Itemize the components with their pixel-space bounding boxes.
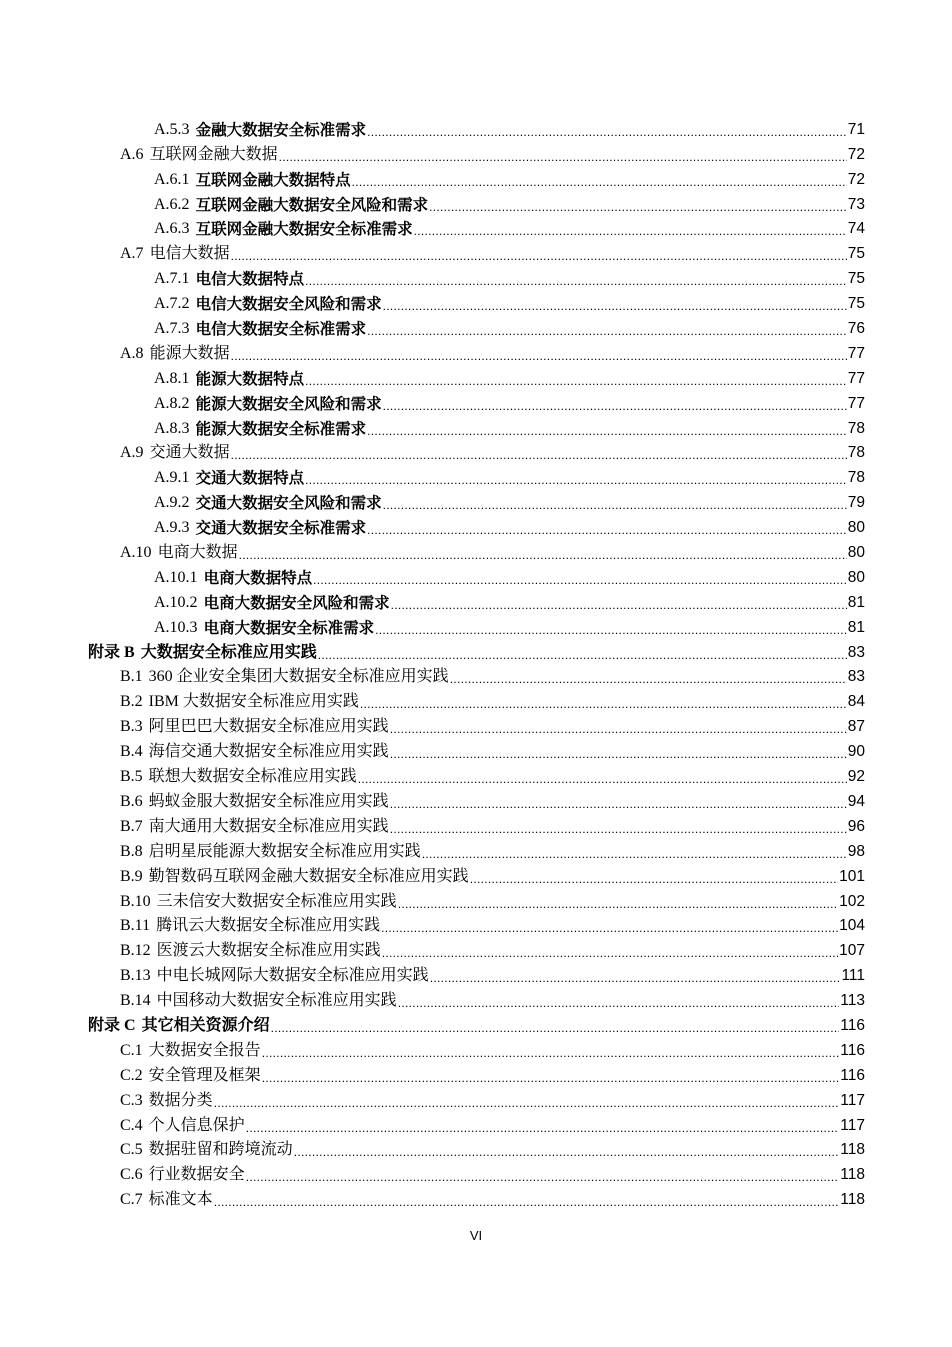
toc-entry-title: 腾讯云大数据安全标准应用实践 [156,917,381,935]
toc-entry[interactable] [0,1061,952,1086]
dot-leader [313,568,847,588]
dot-leader [390,742,847,762]
dot-leader [375,618,847,638]
toc-entry-page: 84 [847,693,865,711]
toc-entry-page: 77 [847,394,865,412]
toc-entry-page: 83 [847,643,865,661]
toc-entry[interactable] [0,389,952,414]
toc-entry-number: B.5 [120,768,143,786]
toc-entry[interactable] [0,787,952,812]
toc-entry-page: 71 [847,120,865,138]
toc-entry[interactable] [0,1160,952,1185]
dot-leader [398,892,838,912]
toc-entry-page: 83 [847,668,865,686]
toc-entry-page: 92 [847,768,865,786]
toc-entry[interactable] [0,638,952,663]
dot-leader [429,195,847,215]
toc-entry-page: 107 [839,942,865,960]
toc-entry-number: B.3 [120,718,143,736]
toc-entry-title: 勤智数码互联网金融大数据安全标准应用实践 [148,867,469,885]
toc-entry-page: 101 [839,867,865,885]
toc-entry-number: B.13 [120,967,151,985]
dot-leader [318,643,847,663]
toc-entry-number: A.8.1 [154,369,190,387]
toc-entry-title: 互联网金融大数据特点 [195,170,351,189]
toc-entry-title: 中电长城网际大数据安全标准应用实践 [156,967,429,985]
page-number: VI [469,1228,483,1243]
toc-entry[interactable] [0,961,952,986]
dot-leader [470,867,838,887]
toc-entry-page: 72 [847,145,865,163]
toc-entry[interactable] [0,1111,952,1136]
toc-entry-title: 数据分类 [148,1091,213,1109]
toc-entry-number: C.7 [120,1191,143,1209]
toc-entry-title: 电信大数据安全风险和需求 [195,295,382,314]
toc-entry-number: A.6.3 [154,220,190,238]
toc-entry-number: A.9.3 [154,519,190,537]
toc-entry[interactable] [0,140,952,165]
dot-leader [367,120,847,140]
toc-entry-page: 116 [840,1041,865,1059]
toc-entry-title: 互联网金融大数据安全标准需求 [195,220,413,239]
toc-entry-number: C.6 [120,1166,143,1184]
toc-entry[interactable] [0,613,952,638]
toc-entry-number: A.6.1 [154,170,190,188]
toc-entry[interactable] [0,488,952,513]
toc-entry[interactable] [0,563,952,588]
dot-leader [246,1165,840,1185]
toc-entry-number: A.8.2 [154,394,190,412]
toc-entry-page: 78 [847,444,865,462]
toc-entry-number: A.7.1 [154,270,190,288]
toc-entry-number: B.1 [120,668,143,686]
toc-entry-number: A.6.2 [154,195,190,213]
dot-leader [279,145,847,165]
toc-entry-title: 电商大数据安全标准需求 [203,618,375,637]
toc-entry-number: A.6 [120,145,144,163]
toc-entry-number: A.7 [120,245,144,263]
toc-entry-title: 360 企业安全集团大数据安全标准应用实践 [148,668,449,686]
toc-entry-page: 117 [840,1116,865,1134]
toc-entry[interactable] [0,463,952,488]
toc-entry[interactable] [0,1036,952,1061]
toc-entry-title: 交通大数据安全标准需求 [195,519,367,538]
toc-entry-number: B.7 [120,817,143,835]
toc-entry[interactable] [0,364,952,389]
dot-leader [367,518,847,538]
dot-leader [367,319,847,339]
toc-entry-page: 74 [847,220,865,238]
toc-entry[interactable] [0,239,952,264]
toc-entry-title: 能源大数据特点 [195,369,305,388]
toc-entry-title: 阿里巴巴大数据安全标准应用实践 [148,718,389,736]
toc-entry[interactable] [0,912,952,937]
toc-entry-title: 电商大数据安全风险和需求 [203,593,390,612]
toc-entry[interactable] [0,115,952,140]
toc-entry-number: C.3 [120,1091,143,1109]
dot-leader [450,667,847,687]
toc-entry-page: 75 [847,270,865,288]
toc-entry-title: 电信大数据 [149,245,230,263]
toc-entry[interactable] [0,339,952,364]
toc-entry-number: A.9.2 [154,494,190,512]
toc-entry-title: 其它相关资源介绍 [141,1016,270,1034]
toc-entry-number: A.8 [120,344,144,362]
toc-entry-title: IBM 大数据安全标准应用实践 [148,693,359,711]
toc-entry-page: 80 [847,544,865,562]
toc-entry[interactable] [0,538,952,563]
table-of-contents [0,115,952,1210]
toc-entry-page: 96 [847,817,865,835]
toc-entry-page: 118 [840,1191,865,1209]
toc-entry[interactable] [0,289,952,314]
dot-leader [214,1091,840,1111]
toc-entry-title: 互联网金融大数据 [149,145,278,163]
toc-entry-number: 附录 C [88,1016,136,1034]
toc-entry[interactable] [0,1136,952,1161]
dot-leader [390,717,847,737]
toc-entry-title: 医渡云大数据安全标准应用实践 [156,942,381,960]
toc-entry-page: 78 [847,419,865,437]
dot-leader [352,170,847,190]
toc-entry-title: 大数据安全报告 [148,1041,261,1059]
toc-entry-page: 94 [847,792,865,810]
toc-entry-page: 87 [847,718,865,736]
toc-entry[interactable] [0,414,952,439]
dot-leader [305,269,847,289]
toc-entry-page: 116 [840,1066,865,1084]
toc-entry-number: A.10.2 [154,593,198,611]
toc-entry-number: A.10.3 [154,618,198,636]
dot-leader [305,369,847,389]
toc-entry[interactable] [0,663,952,688]
dot-leader [381,916,838,936]
toc-entry[interactable] [0,712,952,737]
toc-entry-page: 98 [847,842,865,860]
dot-leader [231,344,847,364]
toc-entry-title: 互联网金融大数据安全风险和需求 [195,195,429,214]
toc-entry[interactable] [0,837,952,862]
toc-entry-page: 102 [839,892,865,910]
toc-entry-number: C.5 [120,1141,143,1159]
toc-entry[interactable] [0,439,952,464]
toc-entry-number: A.8.3 [154,419,190,437]
dot-leader [239,543,847,563]
toc-entry-page: 116 [840,1016,865,1034]
toc-entry-title: 大数据安全标准应用实践 [140,643,317,661]
toc-entry-page: 81 [847,593,865,611]
toc-entry-title: 能源大数据 [149,344,230,362]
toc-entry-number: C.2 [120,1066,143,1084]
toc-entry-title: 联想大数据安全标准应用实践 [148,768,357,786]
toc-entry-page: 80 [847,519,865,537]
toc-entry-number: B.2 [120,693,143,711]
toc-entry-title: 中国移动大数据安全标准应用实践 [156,992,397,1010]
toc-entry[interactable] [0,588,952,613]
toc-entry-number: B.4 [120,743,143,761]
toc-entry-title: 标准文本 [148,1191,213,1209]
toc-entry-title: 交通大数据特点 [195,469,305,488]
toc-entry-number: B.11 [120,917,151,935]
toc-entry-title: 交通大数据安全风险和需求 [195,494,382,513]
dot-leader [390,817,847,837]
dot-leader [398,991,840,1011]
toc-entry-page: 76 [847,320,865,338]
dot-leader [367,419,847,439]
toc-entry-number: B.14 [120,992,151,1010]
toc-entry-page: 81 [847,618,865,636]
dot-leader [262,1041,840,1061]
toc-entry-title: 能源大数据安全标准需求 [195,419,367,438]
dot-leader [294,1140,840,1160]
toc-entry[interactable] [0,986,952,1011]
toc-entry-title: 数据驻留和跨境流动 [148,1141,293,1159]
toc-entry-page: 117 [840,1091,865,1109]
toc-entry-number: B.12 [120,942,151,960]
toc-entry[interactable] [0,1086,952,1111]
toc-entry-title: 电信大数据安全标准需求 [195,320,367,339]
toc-entry[interactable] [0,687,952,712]
dot-leader [430,966,841,986]
toc-entry[interactable] [0,737,952,762]
dot-leader [383,493,847,513]
dot-leader [358,767,847,787]
toc-entry[interactable] [0,513,952,538]
toc-entry-title: 行业数据安全 [148,1166,245,1184]
toc-entry-title: 能源大数据安全风险和需求 [195,394,382,413]
dot-leader [246,1116,840,1136]
dot-leader [414,219,847,239]
toc-entry-number: B.9 [120,867,143,885]
toc-entry-number: A.9 [120,444,144,462]
toc-entry[interactable] [0,887,952,912]
toc-entry-page: 80 [847,568,865,586]
toc-entry-title: 电信大数据特点 [195,270,305,289]
toc-entry-page: 118 [840,1166,865,1184]
toc-entry-title: 电商大数据 [157,544,238,562]
dot-leader [383,294,847,314]
toc-entry[interactable] [0,215,952,240]
toc-entry-page: 104 [839,917,865,935]
toc-entry-number: A.7.2 [154,295,190,313]
toc-entry-number: B.10 [120,892,151,910]
toc-entry-number: B.6 [120,792,143,810]
toc-entry[interactable] [0,812,952,837]
toc-entry-number: 附录 B [88,643,135,661]
toc-entry-page: 118 [840,1141,865,1159]
toc-entry[interactable] [0,190,952,215]
toc-entry-title: 交通大数据 [149,444,230,462]
toc-entry[interactable] [0,314,952,339]
toc-entry-number: A.9.1 [154,469,190,487]
toc-entry-number: C.4 [120,1116,143,1134]
dot-leader [383,394,847,414]
toc-entry-title: 安全管理及框架 [148,1066,261,1084]
toc-entry-number: C.1 [120,1041,143,1059]
toc-entry[interactable] [0,165,952,190]
toc-entry-page: 77 [847,369,865,387]
dot-leader [360,692,847,712]
dot-leader [391,593,847,613]
toc-entry-title: 蚂蚁金服大数据安全标准应用实践 [148,792,389,810]
toc-entry-title: 海信交通大数据安全标准应用实践 [148,743,389,761]
toc-entry-page: 90 [847,743,865,761]
toc-entry-page: 77 [847,344,865,362]
toc-entry-title: 电商大数据特点 [203,568,313,587]
dot-leader [214,1190,840,1210]
toc-entry[interactable] [0,264,952,289]
toc-entry-page: 75 [847,245,865,263]
dot-leader [382,941,838,961]
dot-leader [231,443,847,463]
toc-entry-number: A.10 [120,544,152,562]
toc-entry-page: 111 [841,967,865,985]
toc-entry-title: 金融大数据安全标准需求 [195,120,367,139]
toc-entry-title: 个人信息保护 [148,1116,245,1134]
dot-leader [422,842,847,862]
toc-entry[interactable] [0,936,952,961]
toc-entry-page: 73 [847,195,865,213]
toc-entry-number: B.8 [120,842,143,860]
toc-entry-title: 启明星辰能源大数据安全标准应用实践 [148,842,421,860]
toc-entry-number: A.7.3 [154,320,190,338]
toc-entry-page: 79 [847,494,865,512]
toc-entry[interactable] [0,1185,952,1210]
toc-entry[interactable] [0,862,952,887]
dot-leader [390,792,847,812]
toc-entry-page: 113 [840,992,865,1010]
toc-entry-title: 三未信安大数据安全标准应用实践 [156,892,397,910]
toc-entry[interactable] [0,762,952,787]
toc-entry-page: 75 [847,295,865,313]
toc-entry-page: 78 [847,469,865,487]
dot-leader [231,244,847,264]
toc-entry-number: A.10.1 [154,568,198,586]
toc-entry[interactable] [0,1011,952,1036]
dot-leader [271,1016,840,1036]
dot-leader [262,1066,840,1086]
dot-leader [305,468,847,488]
toc-entry-number: A.5.3 [154,120,190,138]
toc-entry-title: 南大通用大数据安全标准应用实践 [148,817,389,835]
toc-entry-page: 72 [847,170,865,188]
